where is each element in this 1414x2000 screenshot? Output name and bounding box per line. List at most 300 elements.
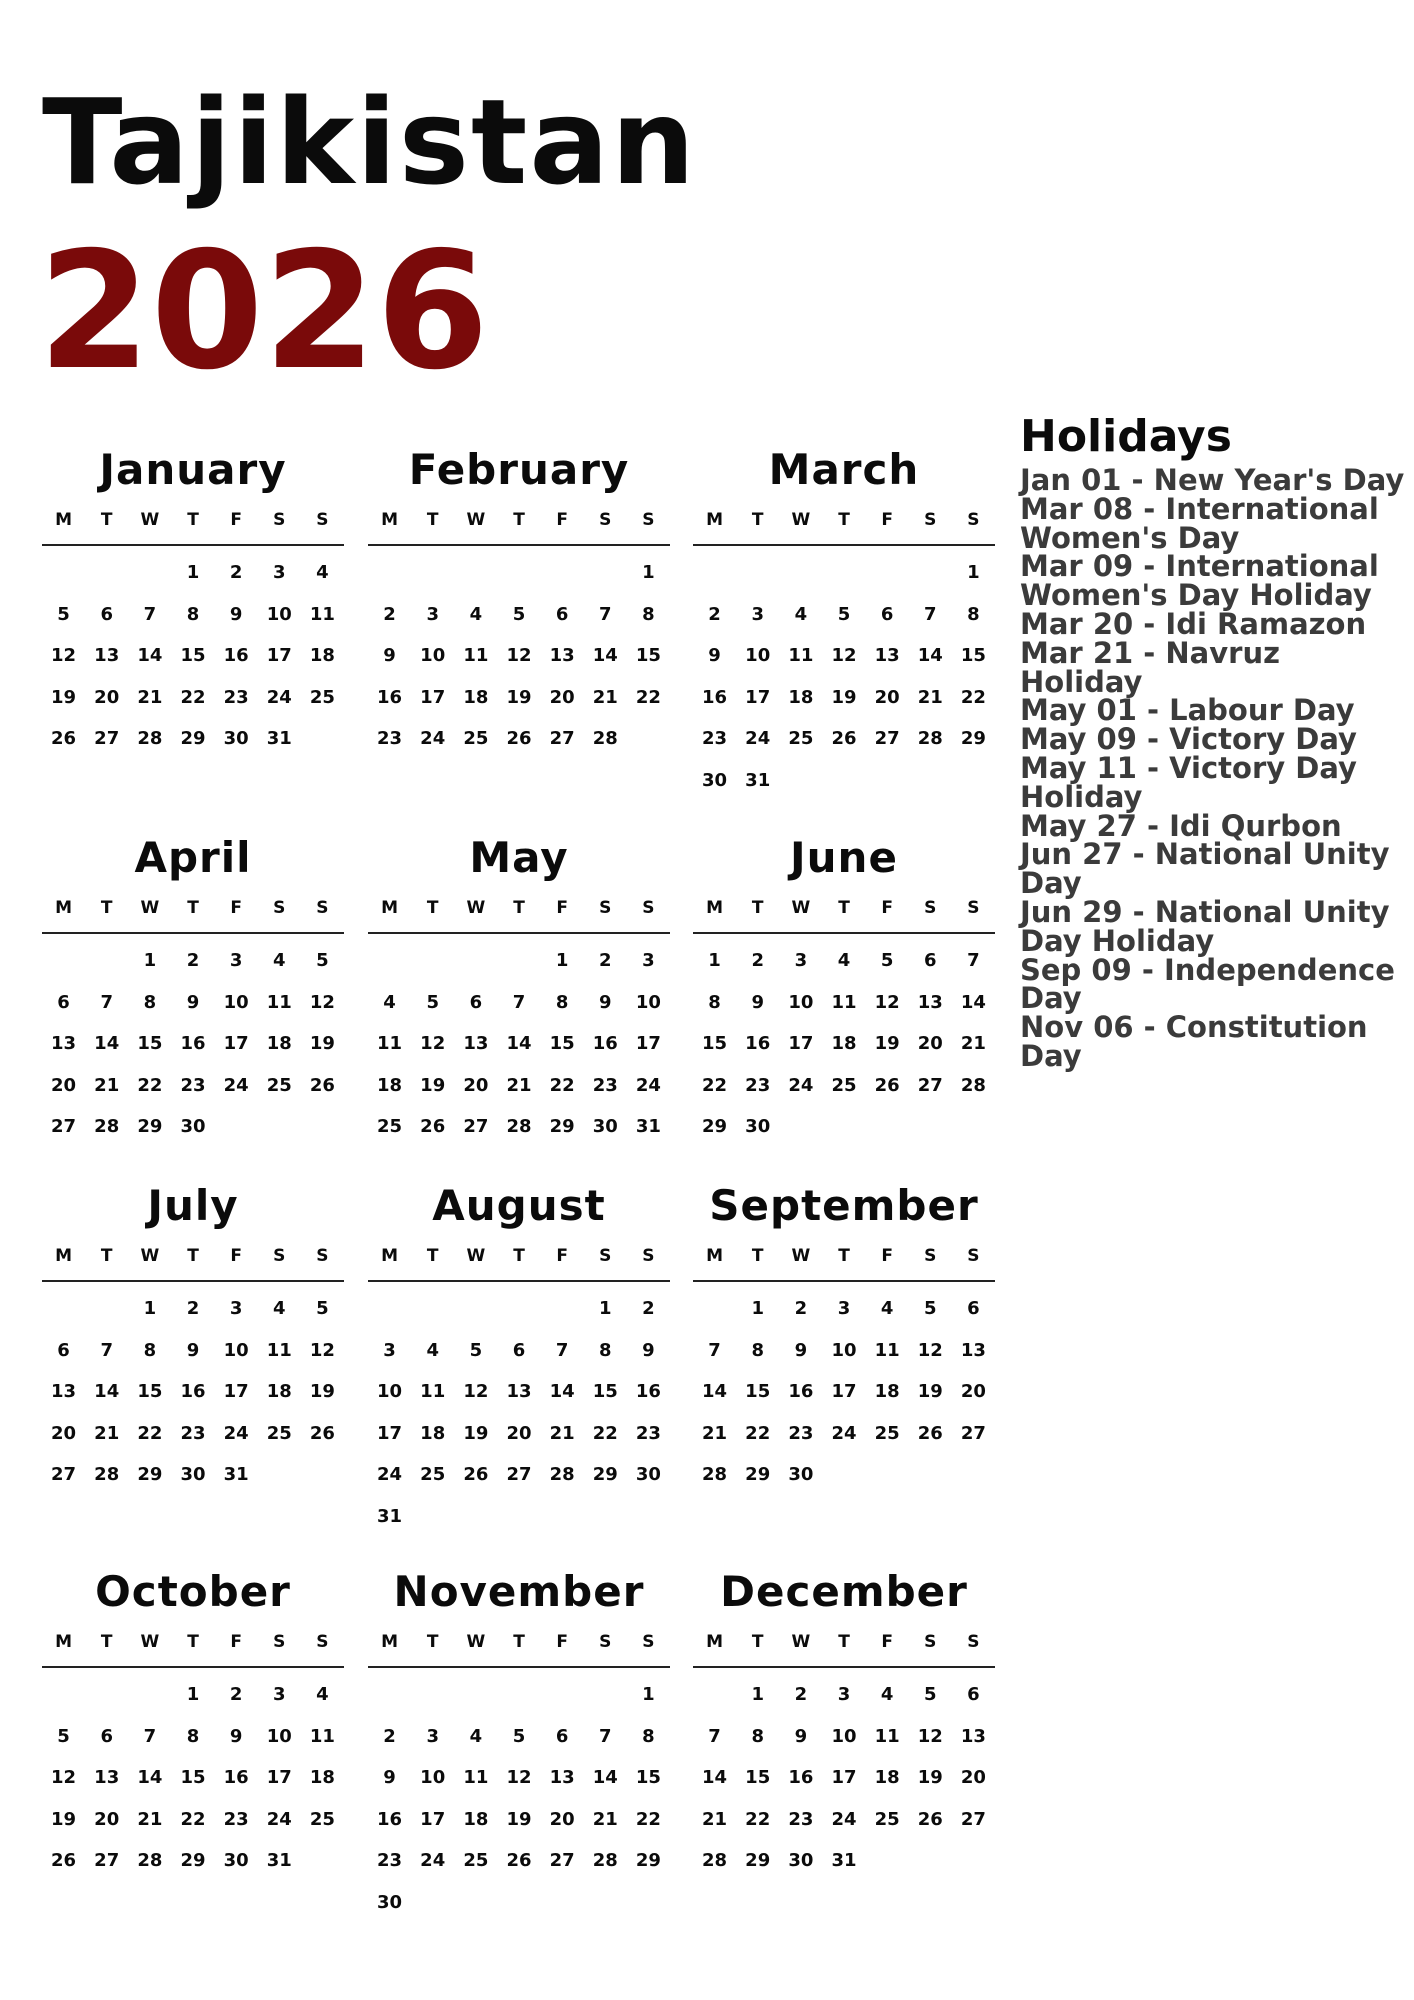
day-cell: 6 [555, 1725, 569, 1747]
holiday-item: Jan 01 - New Year's Day [1020, 463, 1405, 497]
month-name: December [720, 1567, 968, 1616]
day-cell: 2 [599, 950, 612, 971]
day-cell: 14 [702, 1767, 728, 1788]
day-cell: 1 [555, 950, 569, 971]
day-cell: 13 [463, 1033, 489, 1054]
empty-day-cell [454, 1288, 497, 1330]
day-grid [368, 1674, 670, 1923]
day-cell: 7 [100, 1339, 113, 1361]
day-cell: 6 [57, 991, 70, 1013]
day-cell: 12 [463, 1381, 489, 1402]
day-grid [368, 940, 670, 1148]
day-cell: 20 [506, 1422, 532, 1444]
day-cell: 24 [831, 1808, 857, 1830]
empty-day-cell [909, 552, 952, 594]
empty-day-cell [411, 1674, 454, 1716]
day-cell: 15 [960, 645, 986, 666]
weekday-label: T [426, 898, 439, 918]
day-cell: 29 [137, 1116, 163, 1137]
day-cell: 29 [745, 1850, 771, 1871]
day-cell: 15 [549, 1033, 575, 1054]
day-cell: 16 [702, 686, 728, 708]
day-cell: 1 [143, 1298, 157, 1319]
day-cell: 12 [506, 1767, 532, 1788]
day-cell: 8 [599, 1339, 612, 1361]
empty-day-cell [411, 940, 454, 982]
empty-day-cell [779, 552, 822, 594]
day-cell: 19 [874, 1033, 900, 1054]
weekday-label: F [881, 1246, 893, 1266]
month-june [693, 828, 995, 1148]
month-name: February [408, 445, 630, 494]
day-cell: 18 [463, 1808, 489, 1830]
day-cell: 15 [635, 645, 661, 666]
day-cell: 8 [967, 603, 980, 625]
day-cell: 6 [924, 950, 937, 971]
day-cell: 14 [702, 1381, 728, 1402]
empty-day-cell [541, 1288, 584, 1330]
day-cell: 4 [837, 950, 851, 971]
day-cell: 25 [463, 728, 489, 749]
day-grid [42, 940, 344, 1148]
month-name: August [432, 1181, 606, 1230]
day-cell: 21 [137, 1808, 163, 1830]
weekday-label: F [556, 898, 568, 918]
day-cell: 17 [788, 1033, 814, 1054]
day-cell: 4 [880, 1298, 894, 1319]
day-cell: 30 [377, 1891, 403, 1913]
day-cell: 22 [592, 1422, 618, 1444]
empty-day-cell [497, 1674, 540, 1716]
day-cell: 4 [880, 1684, 894, 1705]
day-cell: 20 [94, 1808, 120, 1830]
day-cell: 16 [788, 1381, 814, 1402]
day-cell: 10 [831, 1339, 857, 1361]
day-cell: 3 [837, 1684, 851, 1705]
weekday-label: T [187, 1246, 199, 1266]
weekday-label: F [881, 1632, 893, 1652]
day-cell: 13 [94, 645, 120, 666]
weekday-label: W [791, 1246, 811, 1266]
day-cell: 12 [309, 1339, 335, 1361]
day-cell: 8 [186, 603, 200, 625]
day-cell: 8 [555, 991, 569, 1013]
day-cell: 13 [549, 1767, 575, 1788]
weekday-label: T [187, 510, 199, 530]
weekday-header [693, 508, 995, 546]
day-cell: 30 [223, 728, 249, 749]
day-cell: 5 [924, 1684, 937, 1705]
day-cell: 5 [316, 1298, 329, 1319]
month-march [693, 440, 995, 801]
day-cell: 9 [186, 991, 200, 1013]
day-cell: 11 [788, 645, 814, 666]
day-cell: 15 [180, 645, 206, 666]
day-cell: 5 [316, 950, 329, 971]
month-february [368, 440, 670, 760]
day-cell: 18 [266, 1381, 292, 1402]
holiday-item: Jun 29 - National Unity Day Holiday [1020, 894, 1390, 958]
weekday-label: W [466, 510, 486, 530]
weekday-header [42, 508, 344, 546]
weekday-label: W [791, 1632, 811, 1652]
day-cell: 21 [549, 1422, 575, 1444]
day-cell: 2 [229, 1684, 243, 1705]
day-cell: 24 [635, 1074, 661, 1096]
day-cell: 20 [549, 1808, 575, 1830]
day-cell: 15 [180, 1767, 206, 1788]
day-cell: 14 [917, 645, 943, 666]
weekday-label: W [140, 898, 160, 918]
day-cell: 9 [794, 1339, 808, 1361]
day-cell: 16 [635, 1381, 661, 1402]
day-cell: 9 [383, 645, 396, 666]
day-cell: 15 [745, 1767, 771, 1788]
day-cell: 7 [708, 1725, 721, 1747]
day-cell: 18 [420, 1422, 446, 1444]
day-cell: 16 [377, 686, 403, 708]
day-cell: 2 [642, 1298, 655, 1319]
weekday-label: W [466, 898, 486, 918]
weekday-header [693, 1244, 995, 1282]
day-cell: 8 [642, 603, 655, 625]
month-name: March [768, 445, 920, 494]
day-cell: 8 [751, 1339, 764, 1361]
day-cell: 11 [266, 1339, 292, 1361]
weekday-label: M [381, 510, 399, 530]
empty-day-cell [85, 940, 128, 982]
day-cell: 24 [745, 728, 771, 749]
day-cell: 31 [745, 769, 771, 791]
weekday-header [693, 1630, 995, 1668]
weekday-label: F [556, 510, 568, 530]
day-cell: 31 [266, 728, 292, 749]
weekday-label: F [881, 898, 893, 918]
day-cell: 20 [51, 1074, 77, 1096]
day-cell: 30 [788, 1850, 814, 1871]
empty-day-cell [454, 940, 497, 982]
day-cell: 2 [794, 1684, 808, 1705]
day-cell: 13 [51, 1033, 77, 1054]
day-cell: 13 [506, 1381, 532, 1402]
day-cell: 7 [708, 1339, 721, 1361]
day-cell: 28 [549, 1464, 575, 1485]
day-cell: 17 [420, 1808, 446, 1830]
day-cell: 1 [143, 950, 157, 971]
day-cell: 13 [874, 645, 900, 666]
day-cell: 16 [745, 1033, 771, 1054]
month-november [368, 1562, 670, 1923]
day-grid [368, 1288, 670, 1537]
day-cell: 24 [266, 1808, 292, 1830]
day-cell: 30 [223, 1850, 249, 1871]
day-cell: 26 [309, 1422, 335, 1444]
day-cell: 17 [831, 1767, 857, 1788]
day-cell: 21 [94, 1422, 120, 1444]
day-cell: 27 [874, 728, 900, 749]
day-cell: 22 [960, 686, 986, 708]
weekday-label: S [967, 1246, 980, 1266]
weekday-label: M [706, 1246, 724, 1266]
day-cell: 29 [960, 728, 986, 749]
day-cell: 10 [420, 1767, 446, 1788]
day-cell: 18 [309, 1767, 335, 1788]
day-cell: 3 [273, 1684, 286, 1705]
day-cell: 31 [831, 1850, 857, 1871]
day-cell: 11 [420, 1381, 446, 1402]
day-cell: 4 [273, 1298, 286, 1319]
day-cell: 6 [967, 1298, 980, 1319]
month-name: November [393, 1567, 645, 1616]
day-cell: 2 [751, 950, 764, 971]
holiday-item: Nov 06 - Constitution Day [1020, 1010, 1368, 1073]
weekday-label: T [838, 1632, 850, 1652]
day-cell: 19 [463, 1422, 489, 1444]
weekday-label: S [599, 510, 612, 530]
day-cell: 4 [469, 1725, 483, 1747]
day-cell: 13 [549, 645, 575, 666]
day-cell: 14 [94, 1033, 120, 1054]
day-cell: 7 [100, 991, 113, 1013]
weekday-label: T [426, 1246, 439, 1266]
empty-day-cell [541, 552, 584, 594]
day-cell: 23 [745, 1074, 771, 1096]
day-cell: 2 [794, 1298, 808, 1319]
day-cell: 9 [186, 1339, 200, 1361]
day-cell: 23 [223, 1808, 249, 1830]
day-cell: 8 [751, 1725, 764, 1747]
day-cell: 1 [708, 950, 721, 971]
weekday-label: W [140, 1246, 160, 1266]
day-cell: 17 [420, 686, 446, 708]
holidays-title: Holidays [1020, 411, 1232, 462]
day-cell: 7 [967, 950, 980, 971]
day-cell: 17 [831, 1381, 857, 1402]
day-cell: 28 [94, 1464, 120, 1485]
day-cell: 1 [967, 562, 980, 583]
month-may [368, 828, 670, 1148]
day-cell: 27 [549, 1850, 575, 1871]
empty-day-cell [693, 1288, 736, 1330]
day-cell: 26 [506, 1850, 532, 1871]
day-cell: 6 [100, 1725, 113, 1747]
day-cell: 21 [592, 686, 618, 708]
day-cell: 19 [51, 686, 77, 708]
day-cell: 18 [874, 1381, 900, 1402]
day-cell: 3 [229, 950, 243, 971]
day-cell: 28 [960, 1074, 986, 1096]
day-cell: 4 [426, 1339, 439, 1361]
day-cell: 10 [223, 1339, 249, 1361]
weekday-label: T [426, 1632, 439, 1652]
day-cell: 14 [506, 1033, 532, 1054]
day-cell: 29 [702, 1116, 728, 1137]
weekday-label: T [751, 1632, 764, 1652]
day-cell: 2 [383, 603, 396, 625]
empty-day-cell [411, 552, 454, 594]
day-cell: 5 [57, 603, 70, 625]
day-cell: 17 [266, 1767, 292, 1788]
day-cell: 28 [137, 1850, 163, 1871]
weekday-label: F [230, 1632, 242, 1652]
weekday-label: S [924, 1632, 937, 1652]
weekday-label: T [513, 510, 525, 530]
day-cell: 23 [635, 1422, 661, 1444]
day-cell: 21 [506, 1074, 532, 1096]
month-april [42, 828, 344, 1148]
weekday-label: T [100, 1246, 113, 1266]
empty-day-cell [736, 552, 779, 594]
day-cell: 6 [469, 991, 483, 1013]
day-cell: 29 [137, 1464, 163, 1485]
holiday-item: Mar 09 - International Women's Day Holiday [1020, 549, 1379, 613]
day-cell: 14 [137, 1767, 163, 1788]
empty-day-cell [693, 552, 736, 594]
day-cell: 16 [180, 1381, 206, 1402]
weekday-label: W [791, 898, 811, 918]
day-cell: 9 [599, 991, 612, 1013]
day-cell: 31 [266, 1850, 292, 1871]
empty-day-cell [693, 1674, 736, 1716]
day-cell: 22 [180, 1808, 206, 1830]
day-cell: 12 [506, 645, 532, 666]
weekday-label: M [381, 898, 399, 918]
weekday-label: S [273, 1632, 286, 1652]
weekday-label: T [838, 898, 850, 918]
weekday-label: T [751, 898, 764, 918]
weekday-label: S [316, 510, 329, 530]
weekday-label: T [187, 1632, 199, 1652]
day-cell: 24 [420, 728, 446, 749]
day-cell: 12 [51, 1767, 77, 1788]
weekday-label: F [230, 510, 242, 530]
day-cell: 2 [383, 1725, 396, 1747]
holiday-item: May 11 - Victory Day Holiday [1020, 750, 1357, 814]
holiday-item: Jun 27 - National Unity Day [1020, 837, 1390, 901]
empty-day-cell [42, 940, 85, 982]
day-cell: 27 [960, 1422, 986, 1444]
day-cell: 28 [592, 1850, 618, 1871]
day-cell: 24 [831, 1422, 857, 1444]
day-cell: 18 [874, 1767, 900, 1788]
day-cell: 20 [960, 1381, 986, 1402]
day-cell: 24 [420, 1850, 446, 1871]
day-cell: 30 [788, 1464, 814, 1485]
day-cell: 10 [377, 1381, 403, 1402]
weekday-label: W [140, 510, 160, 530]
empty-day-cell [454, 552, 497, 594]
weekday-label: M [706, 510, 724, 530]
day-cell: 18 [377, 1074, 403, 1096]
day-cell: 25 [309, 1808, 335, 1830]
empty-day-cell [454, 1674, 497, 1716]
day-cell: 24 [223, 1074, 249, 1096]
day-cell: 5 [880, 950, 894, 971]
day-cell: 24 [223, 1422, 249, 1444]
weekday-label: M [55, 898, 73, 918]
weekday-label: T [751, 1246, 764, 1266]
empty-day-cell [411, 1288, 454, 1330]
day-cell: 25 [874, 1808, 900, 1830]
day-cell: 9 [229, 1725, 243, 1747]
day-cell: 21 [592, 1808, 618, 1830]
day-cell: 30 [180, 1464, 206, 1485]
day-cell: 16 [592, 1033, 618, 1054]
day-cell: 20 [549, 686, 575, 708]
holiday-item: May 01 - Labour Day [1020, 693, 1355, 728]
weekday-label: M [706, 898, 724, 918]
day-cell: 15 [592, 1381, 618, 1402]
holiday-item: Sep 09 - Independence Day [1020, 952, 1395, 1016]
holiday-item: May 27 - Idi Qurbon [1020, 808, 1342, 843]
day-cell: 16 [180, 1033, 206, 1054]
day-cell: 11 [831, 991, 857, 1013]
weekday-label: S [599, 1246, 612, 1266]
day-cell: 14 [549, 1381, 575, 1402]
year-title: 2026 [38, 218, 489, 406]
day-cell: 23 [377, 1850, 403, 1871]
empty-day-cell [866, 552, 909, 594]
weekday-label: T [100, 898, 113, 918]
day-cell: 5 [837, 603, 851, 625]
day-cell: 3 [794, 950, 808, 971]
day-grid [693, 940, 995, 1148]
month-name: April [134, 833, 252, 882]
day-cell: 1 [186, 562, 200, 583]
day-cell: 22 [180, 686, 206, 708]
holiday-item: Mar 20 - Idi Ramazon [1020, 606, 1367, 641]
day-cell: 25 [831, 1074, 857, 1096]
day-cell: 23 [180, 1074, 206, 1096]
day-cell: 22 [549, 1074, 575, 1096]
empty-day-cell [541, 1674, 584, 1716]
month-name: October [95, 1567, 291, 1616]
weekday-label: W [466, 1246, 486, 1266]
country-title: Tajikistan [42, 73, 697, 211]
weekday-label: S [642, 898, 655, 918]
day-cell: 10 [831, 1725, 857, 1747]
day-cell: 29 [745, 1464, 771, 1485]
weekday-header [368, 1244, 670, 1282]
weekday-label: M [55, 1632, 73, 1652]
day-cell: 26 [309, 1074, 335, 1096]
day-cell: 25 [266, 1422, 292, 1444]
day-cell: 27 [549, 728, 575, 749]
day-cell: 23 [223, 686, 249, 708]
day-cell: 21 [94, 1074, 120, 1096]
weekday-label: S [924, 510, 937, 530]
day-cell: 28 [917, 728, 943, 749]
weekday-label: S [599, 1632, 612, 1652]
day-cell: 30 [635, 1464, 661, 1485]
weekday-label: S [273, 898, 286, 918]
holiday-item: Mar 21 - Navruz Holiday [1020, 635, 1280, 699]
day-cell: 28 [702, 1464, 728, 1485]
weekday-label: T [187, 898, 199, 918]
weekday-label: W [791, 510, 811, 530]
day-cell: 4 [794, 603, 808, 625]
weekday-label: T [513, 898, 525, 918]
day-cell: 24 [266, 686, 292, 708]
day-cell: 3 [229, 1298, 243, 1319]
day-cell: 27 [51, 1464, 77, 1485]
day-cell: 22 [635, 1808, 661, 1830]
day-cell: 27 [94, 1850, 120, 1871]
day-cell: 22 [635, 686, 661, 708]
day-cell: 23 [702, 728, 728, 749]
empty-day-cell [128, 552, 171, 594]
day-cell: 18 [788, 686, 814, 708]
